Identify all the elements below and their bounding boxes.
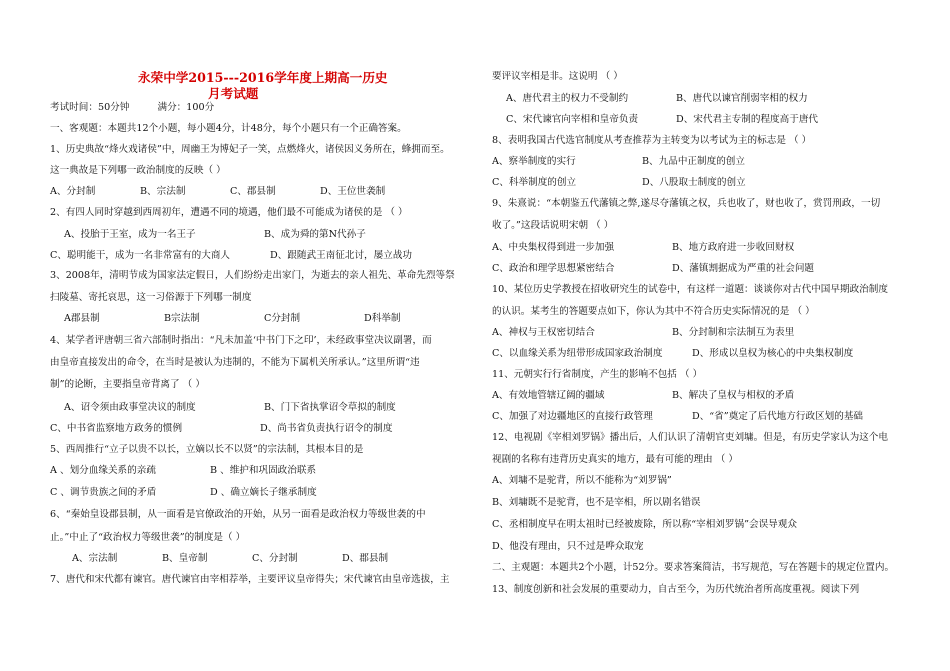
exam-title: 永荣中学2015---2016学年度上期高一历史 <box>138 70 388 85</box>
q6-option-c[interactable]: C、分封制 <box>252 553 298 564</box>
q9-options-cd <box>492 262 814 276</box>
section-objective-heading: 一、客观题：本题共12个小题，每小题4分，计48分，每个小题只有一个正确答案。 <box>50 123 407 134</box>
full-score: 满分：100分 <box>157 102 215 113</box>
q10-options-ab <box>492 326 794 340</box>
q4-stem-line1: 4、某学者评唐朝三省六部制时指出：“凡未加盖‘中书门下之印’，未经政事堂决议副署，而 <box>50 335 432 346</box>
q5-stem: 5、西周推行“立子以贵不以长，立嫡以长不以贤”的宗法制，其根本目的是 <box>50 444 364 455</box>
q6-stem-line1: 6、“秦始皇设郡县制，从一面看是官僚政治的开始，从另一面看是政治权力等级世袭的中 <box>50 509 426 520</box>
q1-options <box>50 185 385 199</box>
q2-option-b[interactable]: B、成为舜的第N代孙子 <box>264 229 366 240</box>
q9-option-a[interactable]: A、中央集权得到进一步加强 <box>492 242 615 253</box>
q11-stem: 11、元朝实行行省制度，产生的影响不包括 （ ） <box>492 369 703 380</box>
exam-info <box>50 101 214 115</box>
q3-options <box>50 312 400 326</box>
q4-option-d[interactable]: D、尚书省负责执行诏令的制度 <box>260 423 393 434</box>
q6-options <box>50 552 388 566</box>
q2-stem: 2、有四人同时穿越到西周初年，遭遇不同的境遇，他们最不可能成为诸侯的是 （ ） <box>50 207 408 218</box>
q5-option-a[interactable]: A 、划分血缘关系的亲疏 <box>50 465 156 476</box>
q12-stem-line1: 12、电视剧《宰相刘罗锅》播出后，人们认识了清朝官吏刘墉。但是，有历史学家认为这个电 <box>492 432 888 443</box>
q5-options-ab <box>50 464 316 478</box>
q1-stem-line1: 1、历史典故“烽火戏诸侯”中，周幽王为博妃子一笑，点燃烽火，诸侯因义务所在，蜂拥而至。 <box>50 144 450 155</box>
q7-stem-line1: 7、唐代和宋代都有谏官。唐代谏官由宰相荐举，主要评议皇帝得失；宋代谏官由皇帝选拔，主 <box>50 574 450 585</box>
q4-stem-line2: 由皇帝直接发出的命令，在当时是被认为违制的，不能为下属机关所承认。”这里所谓“违 <box>50 357 420 368</box>
q6-option-d[interactable]: D、郡县制 <box>342 553 389 564</box>
q7-options-cd <box>492 113 818 127</box>
q8-options-ab <box>492 155 745 169</box>
q12-option-c[interactable]: C、丞相制度早在明太祖时已经被废除，所以称“宰相刘罗锅”会误导观众 <box>492 519 797 530</box>
section-subjective-heading: 二、主观题：本题共2个小题，计52分。要求答案简洁，书写规范，写在答题卡的规定位置内。 <box>492 562 895 573</box>
q7-option-c[interactable]: C、宋代谏官向宰相和皇帝负责 <box>506 114 639 125</box>
q6-option-b[interactable]: B、皇帝制 <box>162 553 208 564</box>
q7-option-a[interactable]: A、唐代君主的权力不受制约 <box>506 93 629 104</box>
q1-option-b[interactable]: B、宗法制 <box>140 186 186 197</box>
q9-option-c[interactable]: C、政治和理学思想紧密结合 <box>492 263 615 274</box>
q9-options-ab <box>492 241 794 255</box>
q10-stem-line2: 的认识。某考生的答题要点如下，你认为其中不符合历史实际情况的是 （ ） <box>492 306 815 317</box>
q1-stem-line2: 这一典故是下列哪一政治制度的反映（ ） <box>50 165 226 176</box>
q7-options-ab <box>492 92 808 106</box>
q6-option-a[interactable]: A、宗法制 <box>72 553 118 564</box>
q2-option-c[interactable]: C、聪明能干，成为一名非常富有的大商人 <box>50 250 231 261</box>
q11-options-cd <box>492 410 863 424</box>
q5-option-d[interactable]: D 、确立嫡长子继承制度 <box>210 487 317 498</box>
q9-stem-line2: 收了。”这段话说明宋朝 （ ） <box>492 220 614 231</box>
q7-option-d[interactable]: D、宋代君主专制的程度高于唐代 <box>676 114 819 125</box>
q12-option-a[interactable]: A、刘墉不是驼背，所以不能称为“刘罗锅” <box>492 475 672 486</box>
q2-options-ab <box>50 228 366 242</box>
q8-option-c[interactable]: C、科举制度的创立 <box>492 177 577 188</box>
q10-options-cd <box>492 347 853 361</box>
q4-option-b[interactable]: B、门下省执掌诏令草拟的制度 <box>264 402 396 413</box>
q9-option-d[interactable]: D、藩镇割据成为严重的社会问题 <box>672 263 815 274</box>
q12-stem-line2: 视剧的名称有违背历史真实的地方，最有可能的理由 （ ） <box>492 454 738 465</box>
q3-option-b[interactable]: B宗法制 <box>164 313 200 324</box>
q11-options-ab <box>492 389 794 403</box>
q3-stem-line2: 扫陵墓、寄托哀思，这一习俗源于下列哪一制度 <box>50 292 252 303</box>
q2-options-cd <box>50 249 412 263</box>
q4-stem-line3: 制”的论断，主要指皇帝背离了 （ ） <box>50 379 205 390</box>
q10-option-d[interactable]: D、形成以皇权为核心的中央集权制度 <box>692 348 854 359</box>
q11-option-c[interactable]: C、加强了对边疆地区的直接行政管理 <box>492 411 653 422</box>
q4-options-ab <box>50 401 396 415</box>
q5-option-c[interactable]: C 、调节贵族之间的矛盾 <box>50 487 157 498</box>
q11-option-b[interactable]: B、解决了皇权与相权的矛盾 <box>672 390 795 401</box>
q4-option-c[interactable]: C、中书省监察地方政务的惯例 <box>50 423 183 434</box>
q3-option-a[interactable]: A郡县制 <box>64 313 100 324</box>
q7-stem-line2: 要评议宰相是非。这说明 （ ） <box>492 71 623 82</box>
q10-option-b[interactable]: B、分封制和宗法制互为表里 <box>672 327 795 338</box>
q4-options-cd <box>50 422 392 436</box>
q10-stem-line1: 10、某位历史学教授在招收研究生的试卷中，有这样一道题：谈谈你对古代中国早期政治制度 <box>492 284 888 295</box>
q2-option-a[interactable]: A、投胎于王室，成为一名王子 <box>64 229 196 240</box>
q8-stem: 8、表明我国古代选官制度从考查推荐为主转变为以考试为主的标志是 （ ） <box>492 135 812 146</box>
q11-option-d[interactable]: D、“省”奠定了后代地方行政区划的基础 <box>692 411 864 422</box>
q8-option-b[interactable]: B、九品中正制度的创立 <box>642 156 745 167</box>
q5-option-b[interactable]: B 、维护和巩固政治联系 <box>210 465 317 476</box>
q9-stem-line1: 9、朱熹说：“本朝鉴五代藩镇之弊,遂尽夺藩镇之权，兵也收了，财也收了，赏罚刑政，一切 <box>492 198 881 209</box>
q1-option-c[interactable]: C、郡县制 <box>230 186 276 197</box>
q3-option-d[interactable]: D科举制 <box>364 313 401 324</box>
q8-option-a[interactable]: A、察举制度的实行 <box>492 156 576 167</box>
q10-option-a[interactable]: A、神权与王权密切结合 <box>492 327 595 338</box>
q6-stem-line2: 止。”中止了“政治权力等级世袭”的制度是（ ） <box>50 532 246 543</box>
q12-option-d[interactable]: D、他没有理由，只不过是哗众取宠 <box>492 541 644 552</box>
q13-stem-line1: 13、制度创新和社会发展的重要动力，自古至今，为历代统治者所高度重视。阅读下列 <box>492 584 860 595</box>
exam-subtitle: 月考试题 <box>208 86 259 101</box>
q3-stem-line1: 3、2008年，清明节成为国家法定假日，人们纷纷走出家门，为逝去的亲人祖先、革命先烈等祭 <box>50 270 455 281</box>
q3-option-c[interactable]: C分封制 <box>264 313 301 324</box>
q12-option-b[interactable]: B、刘墉既不是驼背，也不是宰相，所以剧名错误 <box>492 497 701 508</box>
q5-options-cd <box>50 486 317 500</box>
q8-options-cd <box>492 176 746 190</box>
q1-option-d[interactable]: D、王位世袭制 <box>320 186 386 197</box>
q1-option-a[interactable]: A、分封制 <box>50 186 96 197</box>
q9-option-b[interactable]: B、地方政府进一步收回财权 <box>672 242 795 253</box>
q10-option-c[interactable]: C、以血缘关系为纽带形成国家政治制度 <box>492 348 663 359</box>
q2-option-d[interactable]: D、跟随武王南征北讨，屡立战功 <box>270 250 413 261</box>
q11-option-a[interactable]: A、有效地管辖辽阔的疆域 <box>492 390 605 401</box>
exam-time: 考试时间：50分钟 <box>50 102 130 113</box>
q4-option-a[interactable]: A、诏令须由政事堂决议的制度 <box>64 402 196 413</box>
q8-option-d[interactable]: D、八股取士制度的创立 <box>642 177 746 188</box>
q7-option-b[interactable]: B、唐代以谏官削弱宰相的权力 <box>676 93 808 104</box>
